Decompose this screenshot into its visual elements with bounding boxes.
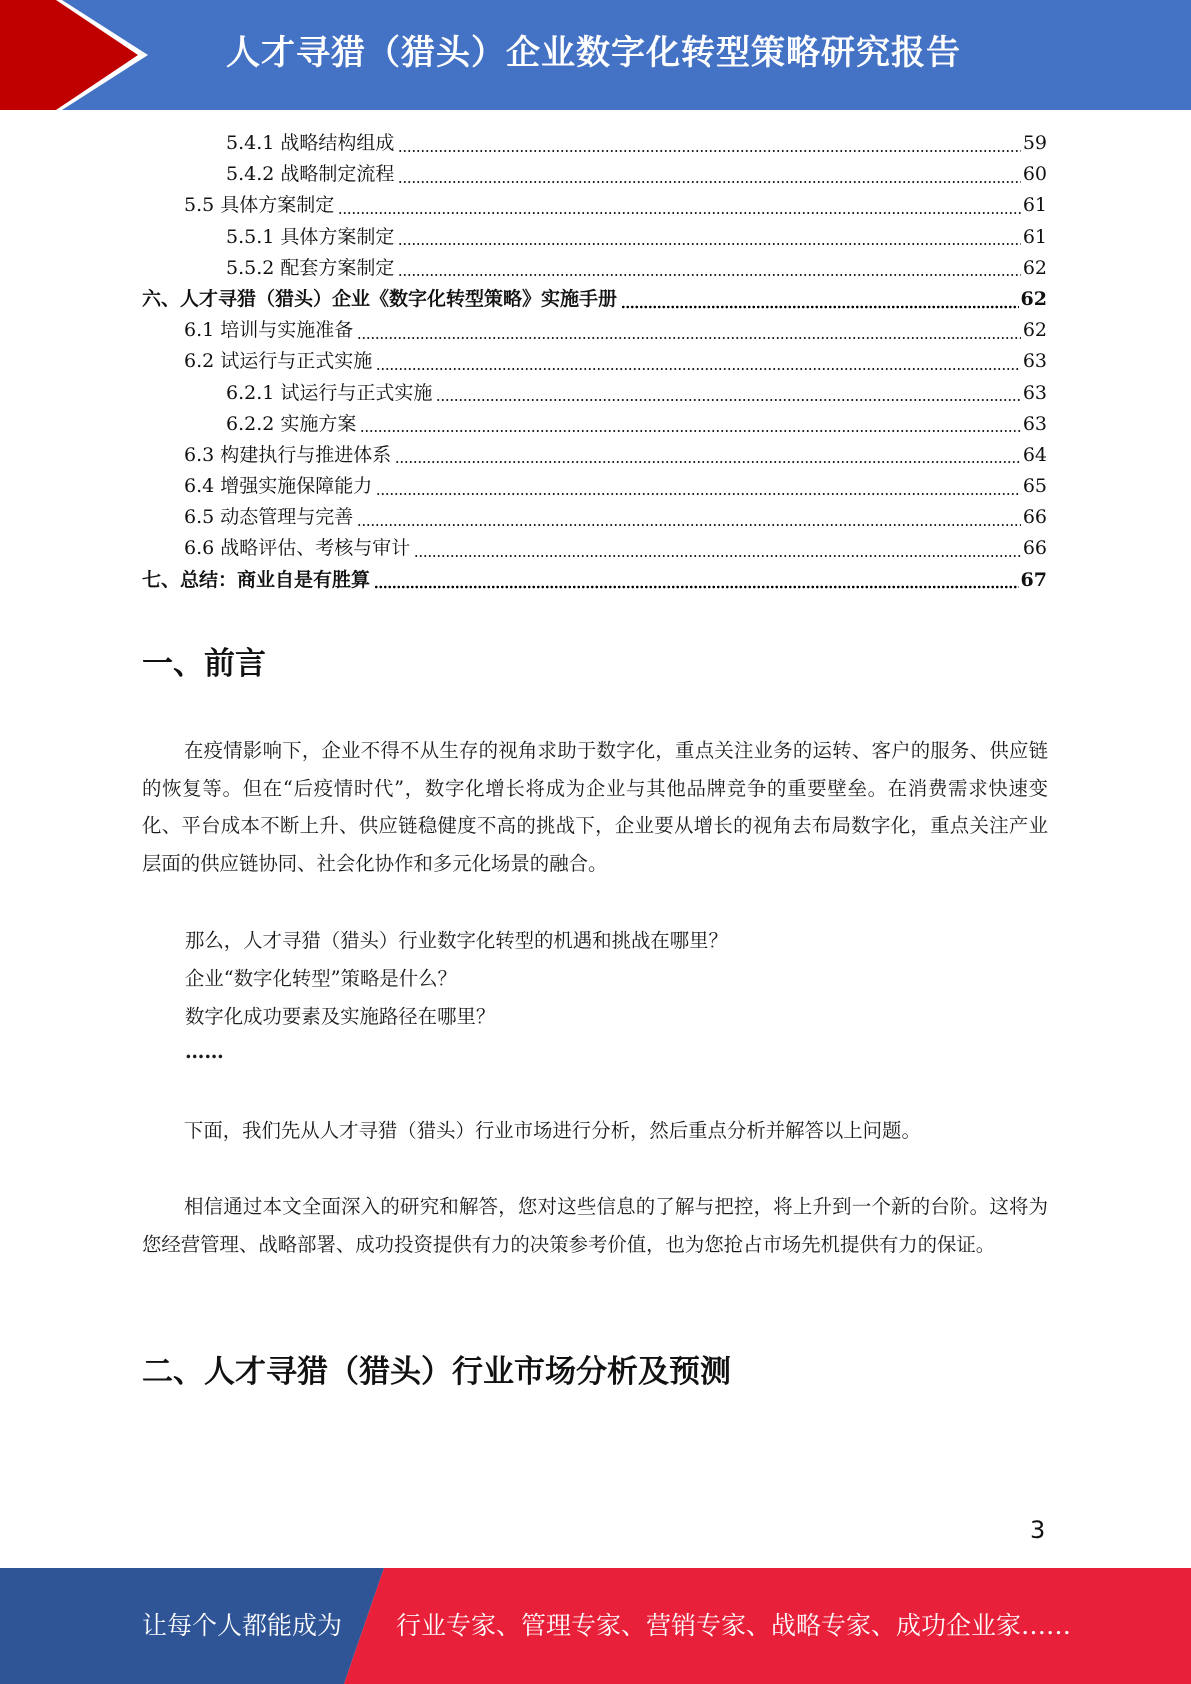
toc-entry-page: 60 bbox=[1022, 163, 1047, 186]
toc-entry-page: 62 bbox=[1020, 287, 1047, 310]
toc-entry-page: 61 bbox=[1022, 225, 1047, 248]
header-title: 人才寻猎（猎头）企业数字化转型策略研究报告 bbox=[226, 33, 961, 73]
header-arrow-decoration bbox=[0, 0, 150, 110]
toc-entry-label: 6.4 增强实施保障能力 bbox=[184, 475, 373, 498]
toc-entry-page: 66 bbox=[1022, 537, 1047, 560]
toc-dot-leader bbox=[374, 585, 1019, 589]
question-line-2: 企业“数字化转型”策略是什么？ bbox=[185, 967, 457, 990]
toc-entry-page: 65 bbox=[1022, 475, 1047, 498]
preface-paragraph-2: 下面，我们先从人才寻猎（猎头）行业市场进行分析，然后重点分析并解答以上问题。 bbox=[184, 1119, 921, 1142]
toc-entry[interactable] bbox=[142, 253, 1047, 284]
toc-dot-leader bbox=[398, 273, 1020, 277]
toc-entry-page: 66 bbox=[1022, 506, 1047, 529]
toc-dot-leader bbox=[376, 367, 1021, 371]
toc-entry[interactable] bbox=[142, 190, 1047, 221]
toc-entry-page: 61 bbox=[1022, 194, 1047, 217]
toc-entry-label: 5.4.2 战略制定流程 bbox=[226, 163, 395, 186]
toc-entry-label: 6.2 试运行与正式实施 bbox=[184, 350, 373, 373]
toc-entry-label: 6.2.2 实施方案 bbox=[226, 412, 357, 435]
footer-slogan-left: 让每个人都能成为 bbox=[142, 1611, 343, 1640]
toc-entry-label: 5.5.2 配套方案制定 bbox=[226, 256, 395, 279]
toc-entry-label: 6.5 动态管理与完善 bbox=[184, 506, 354, 529]
toc-entry[interactable] bbox=[142, 378, 1047, 409]
table-of-contents bbox=[142, 128, 1047, 596]
preface-paragraph-1: 在疫情影响下，企业不得不从生存的视角求助于数字化，重点关注业务的运转、客户的服务、供应链的恢复等。但在“后疫情时代”，数字化增长将成为企业与其他品牌竞争的重要壁垒。在消费需求快速变化、平台成本不断上升、供应链稳健度不高的挑战下，企业要从增长的视角去布局数字化，重点关注产业层面的供应链协同、社会化协作和多元化场景的融合。 bbox=[142, 739, 1048, 875]
toc-entry[interactable] bbox=[142, 533, 1047, 564]
toc-entry[interactable] bbox=[142, 159, 1047, 190]
toc-entry[interactable] bbox=[142, 284, 1047, 315]
toc-dot-leader bbox=[338, 211, 1021, 215]
toc-entry[interactable] bbox=[142, 315, 1047, 346]
toc-entry-label: 5.5.1 具体方案制定 bbox=[226, 225, 395, 248]
toc-entry[interactable] bbox=[142, 409, 1047, 440]
page-number: 3 bbox=[1030, 1516, 1046, 1544]
toc-entry[interactable] bbox=[142, 471, 1047, 502]
toc-dot-leader bbox=[357, 336, 1021, 340]
toc-entry-label: 5.4.1 战略结构组成 bbox=[226, 132, 395, 154]
toc-entry-page: 62 bbox=[1022, 319, 1047, 342]
toc-dot-leader bbox=[398, 242, 1020, 246]
toc-entry[interactable] bbox=[142, 502, 1047, 533]
toc-dot-leader bbox=[414, 554, 1021, 558]
toc-dot-leader bbox=[398, 180, 1020, 184]
toc-entry-label: 5.5 具体方案制定 bbox=[184, 194, 335, 217]
toc-dot-leader bbox=[357, 523, 1021, 527]
toc-dot-leader bbox=[395, 460, 1021, 464]
question-line-1: 那么，人才寻猎（猎头）行业数字化转型的机遇和挑战在哪里？ bbox=[185, 929, 728, 952]
question-ellipsis: …… bbox=[185, 1040, 224, 1063]
preface-paragraph-3: 相信通过本文全面深入的研究和解答，您对这些信息的了解与把控，将上升到一个新的台阶。这将为您经营管理、战略部署、成功投资提供有力的决策参考价值，也为您抢占市场先机提供有力的保证。 bbox=[142, 1195, 1048, 1256]
toc-dot-leader bbox=[436, 398, 1020, 402]
toc-entry-label: 六、人才寻猎（猎头）企业《数字化转型策略》实施手册 bbox=[142, 287, 618, 310]
toc-entry-label: 6.3 构建执行与推进体系 bbox=[184, 443, 392, 466]
toc-entry[interactable] bbox=[142, 565, 1047, 596]
toc-entry-label: 6.2.1 试运行与正式实施 bbox=[226, 381, 433, 404]
toc-entry[interactable] bbox=[142, 440, 1047, 471]
toc-dot-leader bbox=[360, 429, 1020, 433]
toc-entry-page: 63 bbox=[1022, 381, 1047, 404]
page-header bbox=[0, 0, 1191, 110]
toc-dot-leader bbox=[621, 305, 1019, 309]
toc-entry-page: 64 bbox=[1022, 443, 1047, 466]
toc-entry[interactable] bbox=[142, 346, 1047, 377]
page-footer bbox=[0, 1568, 1191, 1684]
toc-dot-leader bbox=[398, 149, 1020, 153]
toc-entry-page: 63 bbox=[1022, 350, 1047, 373]
toc-entry-page: 59 bbox=[1022, 132, 1047, 154]
section-heading-market-analysis: 二、人才寻猎（猎头）行业市场分析及预测 bbox=[142, 1354, 731, 1390]
toc-entry[interactable] bbox=[142, 222, 1047, 253]
toc-entry-page: 62 bbox=[1022, 256, 1047, 279]
toc-entry-label: 6.1 培训与实施准备 bbox=[184, 319, 354, 342]
section-heading-preface: 一、前言 bbox=[142, 646, 266, 682]
toc-dot-leader bbox=[376, 492, 1021, 496]
toc-entry-label: 七、总结：商业自是有胜算 bbox=[142, 568, 371, 591]
toc-entry-page: 63 bbox=[1022, 412, 1047, 435]
toc-entry[interactable] bbox=[142, 128, 1047, 159]
toc-entry-label: 6.6 战略评估、考核与审计 bbox=[184, 537, 411, 560]
footer-slogan-right: 行业专家、管理专家、营销专家、战略专家、成功企业家…… bbox=[396, 1611, 1072, 1640]
toc-entry-page: 67 bbox=[1020, 568, 1047, 591]
question-line-3: 数字化成功要素及实施路径在哪里？ bbox=[185, 1005, 496, 1028]
